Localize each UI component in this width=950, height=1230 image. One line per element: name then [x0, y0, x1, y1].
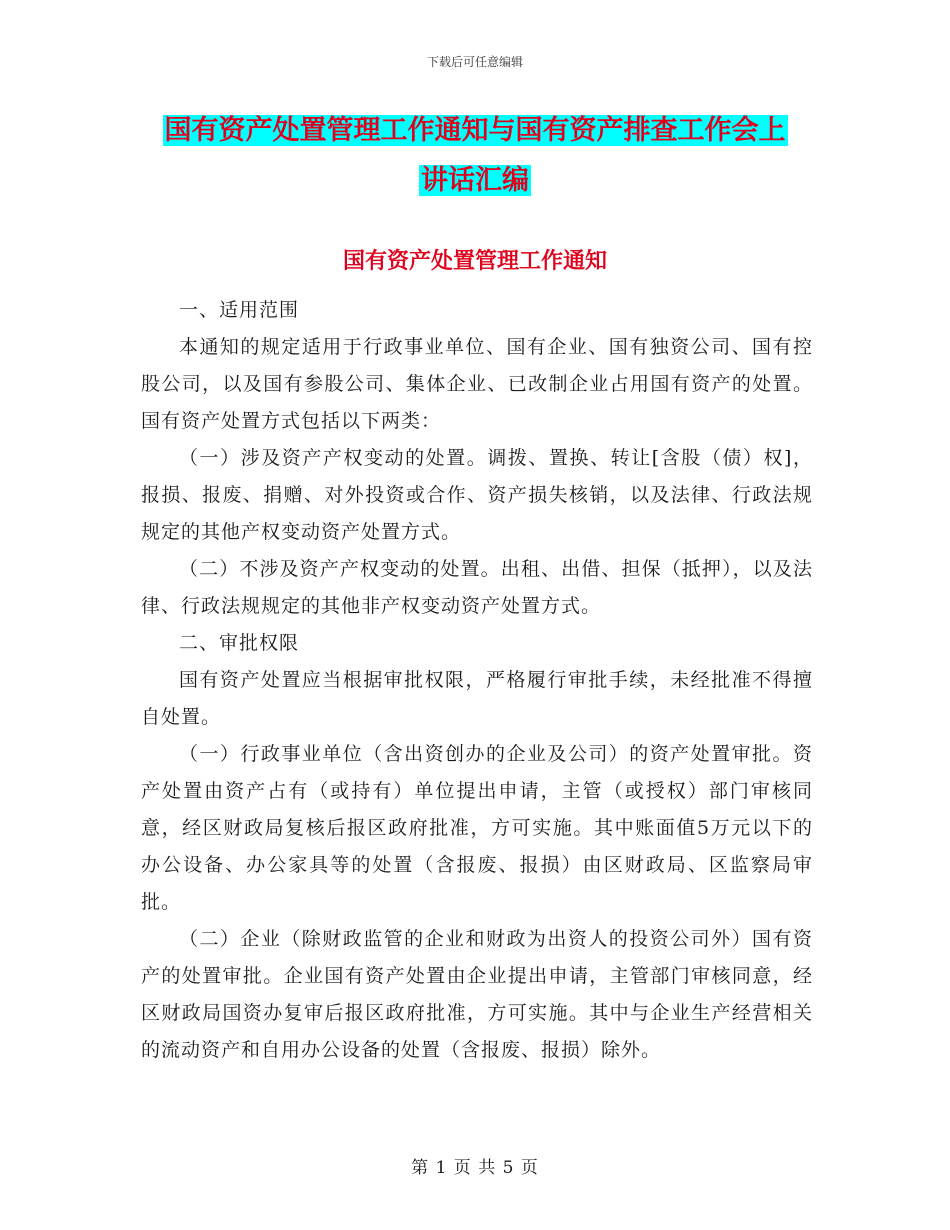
paragraph: 国有资产处置应当根据审批权限，严格履行审批手续，未经批准不得擅自处置。	[141, 669, 813, 728]
paragraph: （二）企业（除财政监管的企业和财政为出资人的投资公司外）国有资产的处置审批。企业国有资产处置由企业提出申请，主管部门审核同意，经区财政局国资办复审后报区政府批准，方可实施。其中与企业生产经营相关的流动资产和自用办公设备的处置（含报废、报损）除外。	[141, 928, 813, 1061]
paragraph: 本通知的规定适用于行政事业单位、国有企业、国有独资公司、国有控股公司，以及国有参股公司、集体企业、已改制企业占用国有资产的处置。国有资产处置方式包括以下两类：	[141, 336, 813, 432]
heading-scope: 一、适用范围	[179, 299, 300, 321]
page-header: 下载后可任意编辑	[426, 55, 523, 69]
document-body	[141, 292, 813, 1069]
heading-approval: 二、审批权限	[179, 632, 300, 654]
paragraph: （一）涉及资产产权变动的处置。调拨、置换、转让[含股（债）权]，报损、报废、捐赠、对外投资或合作、资产损失核销，以及法律、行政法规规定的其他产权变动资产处置方式。	[141, 447, 813, 543]
document-title	[0, 106, 950, 206]
paragraph: （一）行政事业单位（含出资创办的企业及公司）的资产处置审批。资产处置由资产占有（或持有）单位提出申请，主管（或授权）部门审核同意，经区财政局复核后报区政府批准，方可实施。其中账面值5万元以下的办公设备、办公家具等的处置（含报废、报损）由区财政局、区监察局审批。	[141, 743, 813, 913]
title-line-1: 国有资产处置管理工作通知与国有资产排查工作会上	[164, 115, 786, 146]
title-line-2: 讲话汇编	[421, 165, 529, 196]
section-title: 国有资产处置管理工作通知	[342, 249, 607, 274]
paragraph: （二）不涉及资产产权变动的处置。出租、出借、担保（抵押），以及法律、行政法规规定的其他非产权变动资产处置方式。	[141, 558, 813, 617]
page-footer: 第 1 页 共 5 页	[411, 1158, 539, 1178]
